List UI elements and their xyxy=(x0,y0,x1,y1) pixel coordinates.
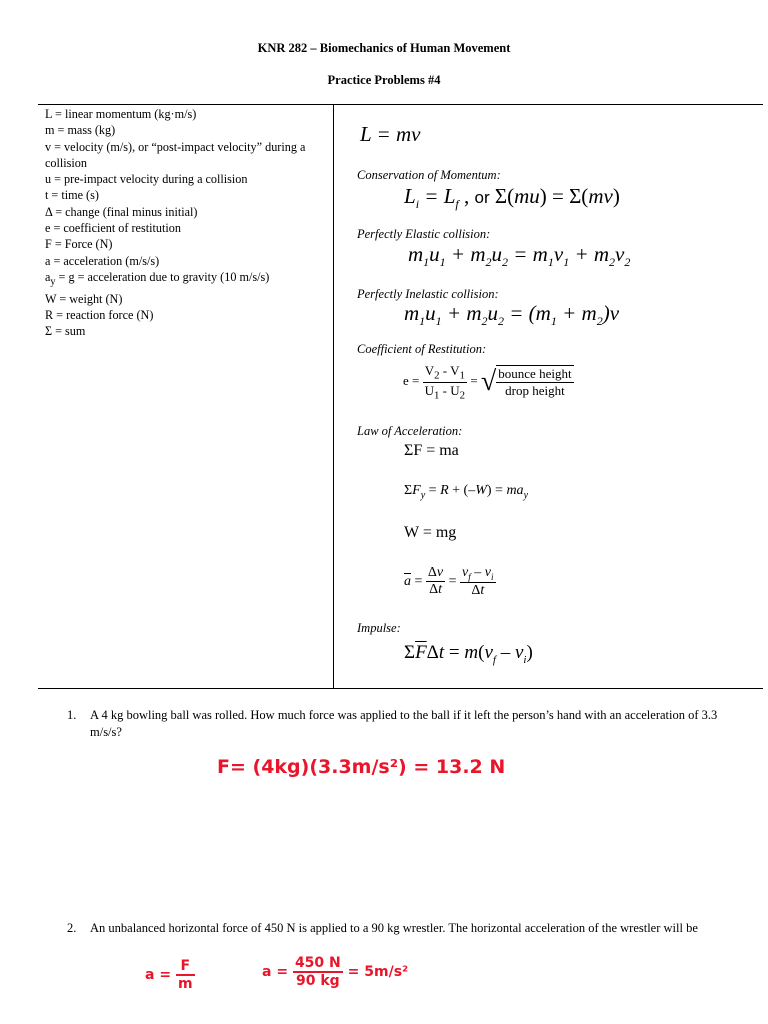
problem-2-formula: a = $\frac{F}{m}$ xyxy=(145,958,193,992)
definition-item: a = acceleration (m/s/s) xyxy=(45,253,160,268)
restitution-sqrt-den: drop height xyxy=(505,383,565,399)
problem-2-number: 2. xyxy=(67,921,77,935)
table-bottom-border xyxy=(38,688,763,689)
definition-item: F = Force (N) xyxy=(45,237,113,252)
elastic-equation: $m_1u_1 + m_2u_2 = m_1v_1 + m_2v_2$ xyxy=(408,242,631,270)
weight-equation: W = mg xyxy=(404,524,457,541)
acceleration-label: Law of Acceleration: xyxy=(357,424,463,438)
definition-item: Σ = sum xyxy=(45,324,86,339)
page-subtitle: Practice Problems #4 xyxy=(327,73,441,87)
newton-equation: ΣF = ma xyxy=(404,442,459,459)
impulse-equation: $\Sigma\overline{F}\Delta t = m(v_f - v_i)$ xyxy=(404,642,533,666)
elastic-label: Perfectly Elastic collision: xyxy=(357,227,491,241)
problem-2-text: An unbalanced horizontal force of 450 N is applied to a 90 kg wrestler. The horizontal acceleration of the wrestler will be xyxy=(90,921,698,935)
restitution-equation: e = $\frac{V_2 - V_1}{U_1 - U_2}$ = √ $\frac{\text{bounce height}}{\text{drop height}}$ xyxy=(403,363,572,402)
definition-item: Δ = change (final minus initial) xyxy=(45,204,198,219)
momentum-equation: L = mv xyxy=(360,122,421,146)
table-top-border xyxy=(38,104,763,105)
definition-item: R = reaction force (N) xyxy=(45,308,154,322)
conservation-equation: $L_i = L_f$ , or Σ(mu) = Σ(mv) xyxy=(404,184,620,212)
definition-item: m = mass (kg) xyxy=(45,123,116,138)
problem-1-text: A 4 kg bowling ball was rolled. How much force was applied to the ball if it left the person’s hand with an acceleration of 3.3 m/s/s? xyxy=(90,708,718,739)
problem-2 xyxy=(67,920,737,937)
definition-item: $a_y = g$ = acceleration due to gravity (10 m/s/s) xyxy=(45,269,270,288)
definition-item: v = velocity (m/s), or “post-impact velocity” during a collision xyxy=(45,139,306,170)
definition-item: L = linear momentum (kg·m/s) xyxy=(45,107,197,121)
problem-1 xyxy=(67,707,737,740)
definition-item: e = coefficient of restitution xyxy=(45,221,181,236)
or-word: or xyxy=(474,188,490,207)
definitions-list xyxy=(45,106,330,340)
inelastic-equation: $m_1u_1 + m_2u_2 = (m_1 + m_2)v$ xyxy=(404,301,620,329)
inelastic-label: Perfectly Inelastic collision: xyxy=(357,287,499,301)
impulse-label: Impulse: xyxy=(357,621,401,635)
conservation-label: Conservation of Momentum: xyxy=(357,168,501,182)
vertical-force-equation: $\Sigma F_y = R + (-W) = ma_y$ xyxy=(404,483,529,501)
table-column-divider xyxy=(333,104,334,689)
definition-item: W = weight (N) xyxy=(45,291,123,306)
restitution-label: Coefficient of Restitution: xyxy=(357,342,487,356)
problem-1-answer: F= (4kg)(3.3m/s²) = 13.2 N xyxy=(217,756,506,778)
problem-2-answer: a = $\frac{450 N}{90 kg}$ = 5m/s² xyxy=(262,955,409,989)
problem-1-number: 1. xyxy=(67,708,77,722)
restitution-sqrt-num: bounce height xyxy=(498,366,572,382)
definition-item: t = time (s) xyxy=(45,188,99,203)
average-acceleration-equation: $\overline{a}$ = $\frac{\Delta v}{\Delta t}$ = $\frac{v_f - v_i}{\Delta t}$ xyxy=(404,565,494,598)
course-title: KNR 282 – Biomechanics of Human Movement xyxy=(257,41,511,55)
definition-item: u = pre-impact velocity during a collision xyxy=(45,172,248,187)
